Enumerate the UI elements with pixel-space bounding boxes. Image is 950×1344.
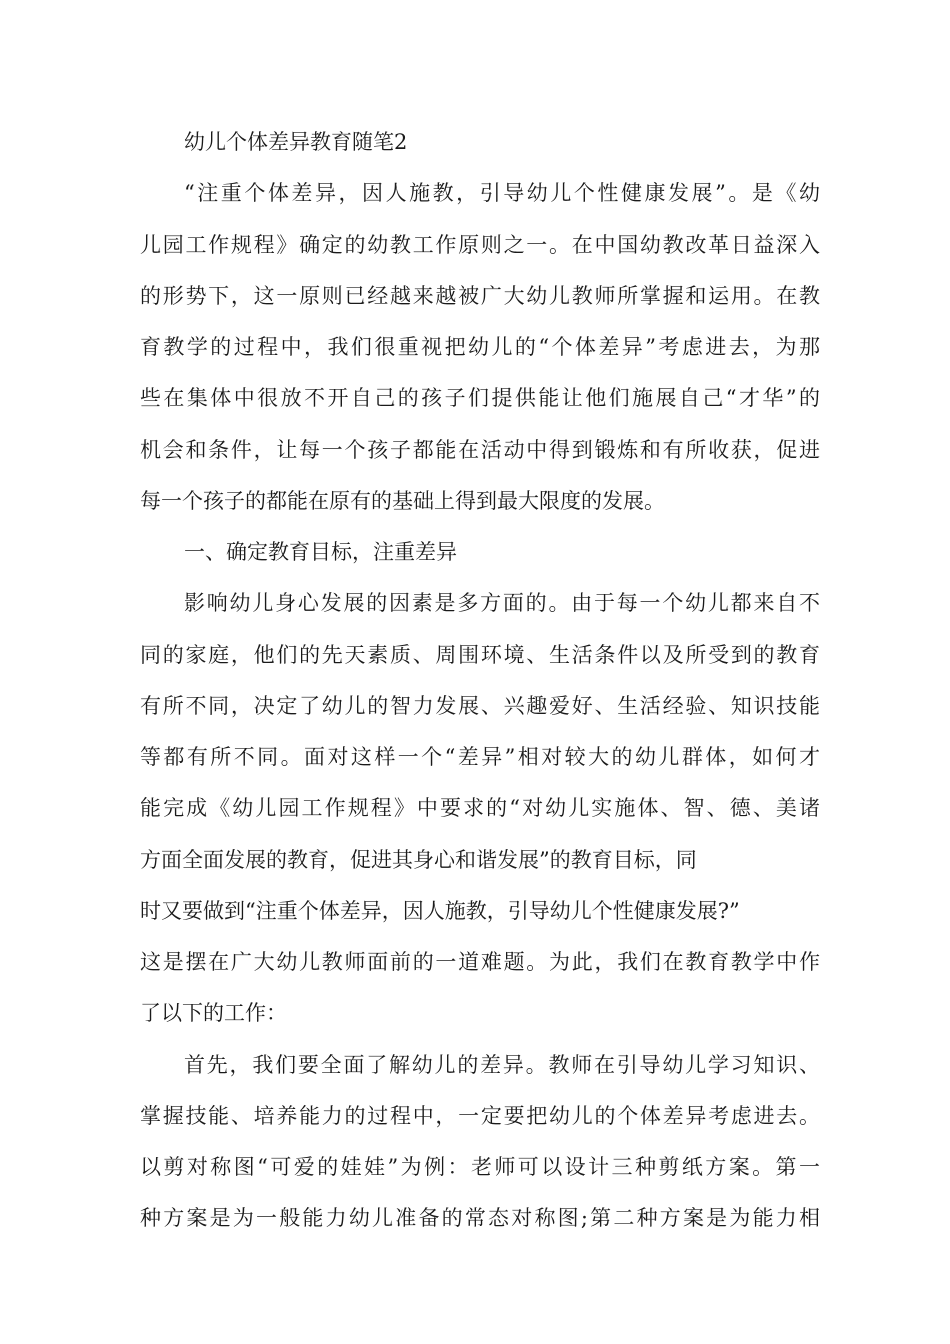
paragraph-line: 掌握技能、培养能力的过程中，一定要把幼儿的个体差异考虑进去。 <box>140 1104 820 1128</box>
section-heading: 一、确定教育目标，注重差异 <box>184 540 457 564</box>
paragraph-line: 有所不同，决定了幼儿的智力发展、兴趣爱好、生活经验、知识技能 <box>140 694 820 718</box>
paragraph-line: 能完成《幼儿园工作规程》中要求的“对幼儿实施体、智、德、美诸 <box>140 796 820 820</box>
paragraph-line: 种方案是为一般能力幼儿准备的常态对称图;第二种方案是为能力相 <box>140 1206 820 1230</box>
paragraph-line: 同的家庭，他们的先天素质、周围环境、生活条件以及所受到的教育 <box>140 643 820 667</box>
paragraph-line: 时又要做到“注重个体差异，因人施教，引导幼儿个性健康发展?” <box>140 899 740 923</box>
paragraph-line: 这是摆在广大幼儿教师面前的一道难题。为此，我们在教育教学中作 <box>140 950 820 974</box>
paragraph-line: 影响幼儿身心发展的因素是多方面的。由于每一个幼儿都来自不 <box>184 591 820 615</box>
paragraph-line: 的形势下，这一原则已经越来越被广大幼儿教师所掌握和运用。在教 <box>140 284 820 308</box>
paragraph-line: 育教学的过程中，我们很重视把幼儿的“个体差异”考虑进去，为那 <box>140 335 820 359</box>
paragraph-line: 些在集体中很放不开自己的孩子们提供能让他们施展自己“才华”的 <box>140 386 820 410</box>
paragraph-line: 了以下的工作： <box>140 1001 287 1025</box>
document-title: 幼儿个体差异教育随笔2 <box>184 130 408 154</box>
paragraph-line: 首先，我们要全面了解幼儿的差异。教师在引导幼儿学习知识、 <box>184 1053 820 1077</box>
paragraph-line: 等都有所不同。面对这样一个“差异”相对较大的幼儿群体，如何才 <box>140 745 820 769</box>
paragraph-line: 儿园工作规程》确定的幼教工作原则之一。在中国幼教改革日益深入 <box>140 233 820 257</box>
paragraph-line: 方面全面发展的教育，促进其身心和谐发展”的教育目标，同 <box>140 848 697 872</box>
paragraph-line: 机会和条件，让每一个孩子都能在活动中得到锻炼和有所收获，促进 <box>140 438 820 462</box>
paragraph-line: “注重个体差异，因人施教，引导幼儿个性健康发展”。是《幼 <box>184 181 820 205</box>
paragraph-line: 以剪对称图“可爱的娃娃”为例：老师可以设计三种剪纸方案。第一 <box>140 1155 820 1179</box>
paragraph-line: 每一个孩子的都能在原有的基础上得到最大限度的发展。 <box>140 489 665 513</box>
